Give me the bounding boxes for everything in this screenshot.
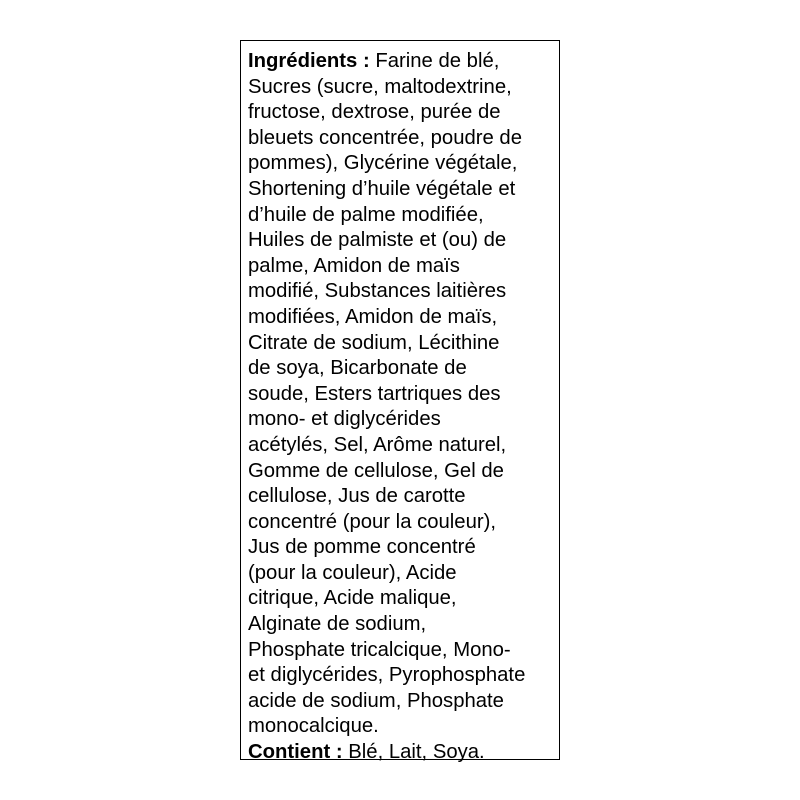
ingredients-line: acétylés, Sel, Arôme naturel, bbox=[248, 433, 507, 456]
ingredients-line: fructose, dextrose, purée de bbox=[248, 101, 501, 124]
ingredients-heading: Ingrédients : bbox=[248, 50, 370, 72]
ingredients-label-panel bbox=[240, 40, 560, 764]
ingredients-line: (pour la couleur), Acide bbox=[248, 561, 457, 584]
ingredients-line: pommes), Glycérine végétale, bbox=[248, 152, 518, 175]
ingredients-line: Citrate de sodium, Lécithine bbox=[248, 331, 500, 354]
ingredients-line: Shortening d’huile végétale et bbox=[248, 177, 516, 200]
contains-heading: Contient : bbox=[248, 741, 343, 764]
ingredients-line: Jus de pomme concentré bbox=[248, 536, 476, 559]
ingredients-line: Huiles de palmiste et (ou) de bbox=[248, 229, 507, 252]
ingredients-line bbox=[248, 49, 553, 75]
ingredients-line: modifiées, Amidon de maïs, bbox=[248, 305, 498, 328]
ingredients-text: Farine de blé, bbox=[375, 50, 500, 72]
ingredients-line: concentré (pour la couleur), bbox=[248, 510, 497, 533]
ingredients-line: bleuets concentrée, poudre de bbox=[248, 126, 522, 149]
ingredients-line: et diglycérides, Pyrophosphate bbox=[248, 664, 526, 687]
ingredients-line: Gomme de cellulose, Gel de bbox=[248, 459, 504, 482]
contains-text: Blé, Lait, Soya. bbox=[348, 741, 485, 764]
ingredients-line: monocalcique. bbox=[248, 715, 379, 738]
ingredients-line: soude, Esters tartriques des bbox=[248, 382, 501, 405]
ingredients-line: citrique, Acide malique, bbox=[248, 587, 457, 610]
ingredients-line: d’huile de palme modifiée, bbox=[248, 203, 484, 226]
ingredients-line: palme, Amidon de maïs bbox=[248, 254, 460, 277]
ingredients-line: Phosphate tricalcique, Mono- bbox=[248, 638, 511, 661]
ingredients-line: modifié, Substances laitières bbox=[248, 280, 507, 303]
ingredients-line: cellulose, Jus de carotte bbox=[248, 485, 466, 508]
ingredients-line: mono- et diglycérides bbox=[248, 408, 441, 431]
ingredients-line: Alginate de sodium, bbox=[248, 613, 427, 636]
ingredients-line: Sucres (sucre, maltodextrine, bbox=[248, 75, 512, 98]
ingredients-line: acide de sodium, Phosphate bbox=[248, 689, 504, 712]
ingredients-line: de soya, Bicarbonate de bbox=[248, 357, 467, 380]
contains-line bbox=[248, 740, 553, 766]
